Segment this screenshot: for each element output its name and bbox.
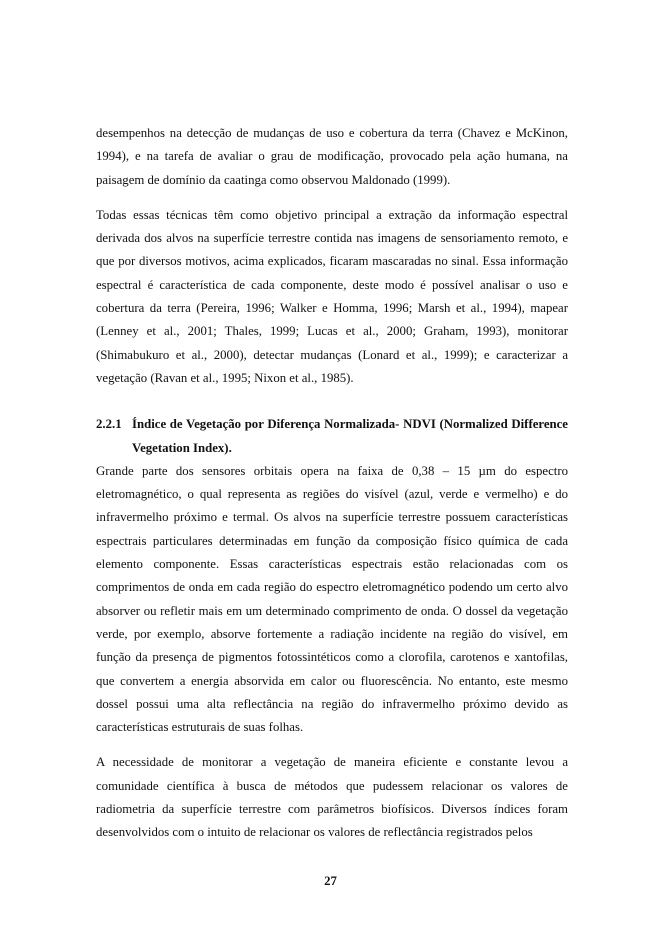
section-number: 2.2.1	[96, 417, 122, 432]
paragraph-vegetation-monitoring: A necessidade de monitorar a vegetação de maneira eficiente e constante levou a comunidade científica à busca de métodos que pudessem relacionar os valores de radiometria da superfície terrestre com parâmetros biofísicos. Diversos índices foram desenvolvidos com o intuito de relacionar os valores de reflectância registrados pelos	[96, 755, 568, 840]
page-number: 27	[324, 874, 337, 888]
paragraph-spectral-techniques: Todas essas técnicas têm como objetivo principal a extração da informação espectral derivada dos alvos na superfície terrestre contida nas imagens de sensoriamento remoto, e que por diversos motivos, acima explicados, ficaram mascaradas no sinal. Essa informação espectral é característica de cada componente, deste modo é possível analisar o uso e cobertura da terra (Pereira, 1996; Walker e Homma, 1996; Marsh et al., 1994), mapear (Lenney et al., 2001; Thales, 1999; Lucas et al., 2000; Graham, 1993), monitorar (Shimabukuro et al., 2000), detectar mudanças (Lonard et al., 1999); e caracterizar a vegetação (Ravan et al., 1995; Nixon et al., 1985).	[96, 207, 568, 385]
section-title: Índice de Vegetação por Diferença Normalizada- NDVI (Normalized Difference Vegetation Index).	[132, 417, 568, 455]
section-heading	[96, 413, 568, 460]
paragraph-continuation: desempenhos na detecção de mudanças de uso e cobertura da terra (Chavez e McKinon, 1994), e na tarefa de avaliar o grau de modificação, provocado pela ação humana, na paisagem de domínio da caatinga como observou Maldonado (1999).	[96, 126, 568, 187]
page-body	[96, 122, 568, 845]
paragraph-sensors: Grande parte dos sensores orbitais opera na faixa de 0,38 – 15 µm do espectro eletromagnético, o qual representa as regiões do visível (azul, verde e vermelho) e do infravermelho próximo e termal. Os alvos na superfície terrestre possuem características espectrais particulares determinadas em função da composição físico química de cada elemento componente. Essas características espectrais estão relacionadas com os comprimentos de onda em cada região do espectro eletromagnético podendo um certo alvo absorver ou refletir mais em um determinado comprimento de onda. O dossel da vegetação verde, por exemplo, absorve fortemente a radiação incidente na região do visível, em função da presença de pigmentos fotossintéticos como a clorofila, carotenos e xantofilas, que convertem a energia absorvida em calor ou fluorescência. No entanto, este mesmo dossel possui uma alta reflectância na região do infravermelho próximo devido as características estruturais de suas folhas.	[96, 463, 568, 735]
